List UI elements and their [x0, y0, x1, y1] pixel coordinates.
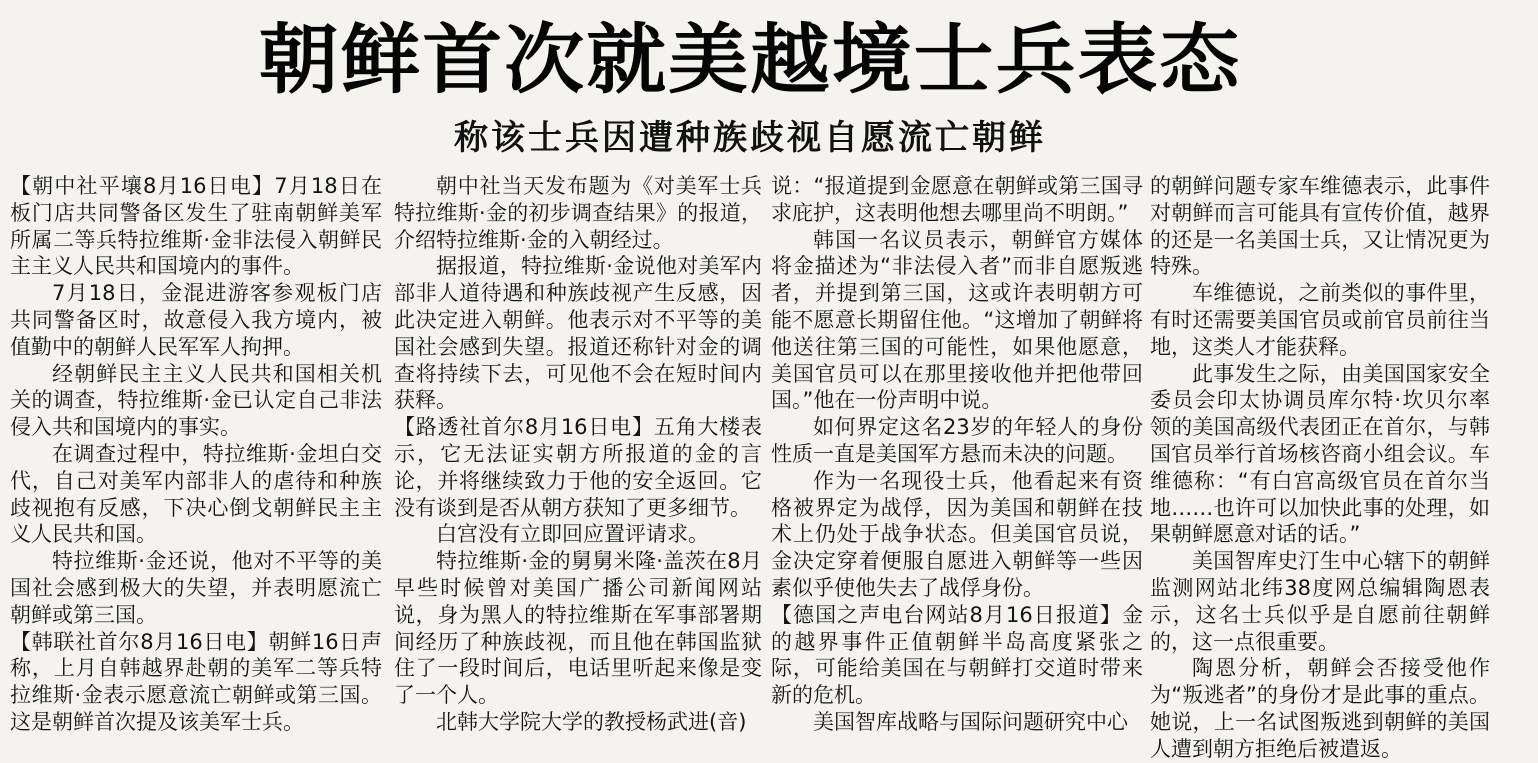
- article-column-1: [10, 173, 382, 734]
- article-column-3: [771, 173, 1143, 734]
- article-paragraph: 车维德说，之前类似的事件里，有时还需要美国官员或前官员前往当地，这类人才能获释。: [1150, 281, 1490, 359]
- article-paragraph: 7月18日，金混进游客参观板门店共同警备区时，故意侵入我方境内，被值勤中的朝鲜人民军军人拘押。: [10, 281, 382, 359]
- article-column-2: [394, 173, 762, 734]
- article-paragraph: 在调查过程中，特拉维斯·金坦白交代，自己对美军内部非人的虐待和种族歧视抱有反感，下决心倒戈朝鲜民主主义人民共和国。: [10, 441, 382, 547]
- article-paragraph: 说：“报道提到金愿意在朝鲜或第三国寻求庇护，这表明他想去哪里尚不明朗。”: [771, 174, 1143, 225]
- article-paragraph: 【韩联社首尔8月16日电】朝鲜16日声称，上月自韩越界赴朝的美军二等兵特拉维斯·金表示愿意流亡朝鲜或第三国。这是朝鲜首次提及该美军士兵。: [10, 629, 382, 734]
- subheadline: 称该士兵因遭种族歧视自愿流亡朝鲜: [454, 118, 1046, 158]
- article-paragraph: 特拉维斯·金的舅舅米隆·盖茨在8月早些时候曾对美国广播公司新闻网站说，身为黑人的特拉维斯在军事部署期间经历了种族歧视，而且他在韩国监狱住了一段时间后，电话里听起来像是变了一个人。: [394, 549, 762, 708]
- article-paragraph: 美国智库史汀生中心辖下的朝鲜监测网站北纬38度网总编辑陶恩表示，这名士兵似乎是自愿前往朝鲜的，这一点很重要。: [1150, 549, 1490, 654]
- article-paragraph: 陶恩分析，朝鲜会否接受他作为“叛逃者”的身份才是此事的重点。她说，上一名试图叛逃到朝鲜的美国人遭到朝方拒绝后被遣返。: [1150, 656, 1490, 761]
- article-paragraph: 的朝鲜问题专家车维德表示，此事件对朝鲜而言可能具有宣传价值，越界的还是一名美国士兵，又让情况更为特殊。: [1150, 174, 1490, 279]
- article-paragraph: 据报道，特拉维斯·金说他对美军内部非人道待遇和种族歧视产生反感，因此决定进入朝鲜。他表示对不平等的美国社会感到失望。报道还称针对金的调查将持续下去，可见他不会在短时间内获释。: [394, 254, 762, 413]
- article-column-4: [1150, 173, 1490, 761]
- article-paragraph: 【朝中社平壤8月16日电】7月18日在板门店共同警备区发生了驻南朝鲜美军所属二等兵特拉维斯·金非法侵入朝鲜民主主义人民共和国境内的事件。: [10, 174, 382, 279]
- article-paragraph: 如何界定这名23岁的年轻人的身份性质一直是美国军方悬而未决的问题。: [771, 415, 1143, 466]
- article-paragraph: 白宫没有立即回应置评请求。: [436, 522, 709, 547]
- article-paragraph: 【德国之声电台网站8月16日报道】金的越界事件正值朝鲜半岛高度紧张之际，可能给美国在与朝鲜打交道时带来新的危机。: [771, 602, 1143, 708]
- article-paragraph: 朝中社当天发布题为《对美军士兵特拉维斯·金的初步调查结果》的报道，介绍特拉维斯·金的入朝经过。: [394, 174, 762, 252]
- article-paragraph: 韩国一名议员表示，朝鲜官方媒体将金描述为“非法侵入者”而非自愿叛逃者，并提到第三国，这或许表明朝方可能不愿意长期留住他。“这增加了朝鲜将他送往第三国的可能性，如果他愿意，美国官员可以在那里接收他并把他带回国。”他在一份声明中说。: [771, 227, 1143, 413]
- article-paragraph: 此事发生之际，由美国国家安全委员会印太协调员库尔特·坎贝尔率领的美国高级代表团正在首尔，与韩国官员举行首场核咨商小组会议。车维德称：“有白宫高级官员在首尔当地……也许可以加快此事的处理，如果朝鲜愿意对话的话。”: [1150, 361, 1490, 547]
- article-paragraph: 美国智库战略与国际问题研究中心: [813, 709, 1128, 734]
- article-paragraph: 特拉维斯·金还说，他对不平等的美国社会感到极大的失望，并表明愿流亡朝鲜或第三国。: [10, 549, 382, 627]
- article-paragraph: 作为一名现役士兵，他看起来有资格被界定为战俘，因为美国和朝鲜在技术上仍处于战争状态。但美国官员说，金决定穿着便服自愿进入朝鲜等一些因素似乎使他失去了战俘身份。: [771, 468, 1143, 600]
- headline: 朝鲜首次就美越境士兵表态: [258, 15, 1242, 104]
- article-paragraph: 北韩大学院大学的教授杨武进(音): [436, 709, 747, 734]
- article-paragraph: 【路透社首尔8月16日电】五角大楼表示，它无法证实朝方所报道的金的言论，并将继续致力于他的安全返回。它没有谈到是否从朝方获知了更多细节。: [394, 415, 762, 520]
- article-paragraph: 经朝鲜民主主义人民共和国相关机关的调查，特拉维斯·金已认定自己非法侵入共和国境内的事实。: [10, 361, 382, 440]
